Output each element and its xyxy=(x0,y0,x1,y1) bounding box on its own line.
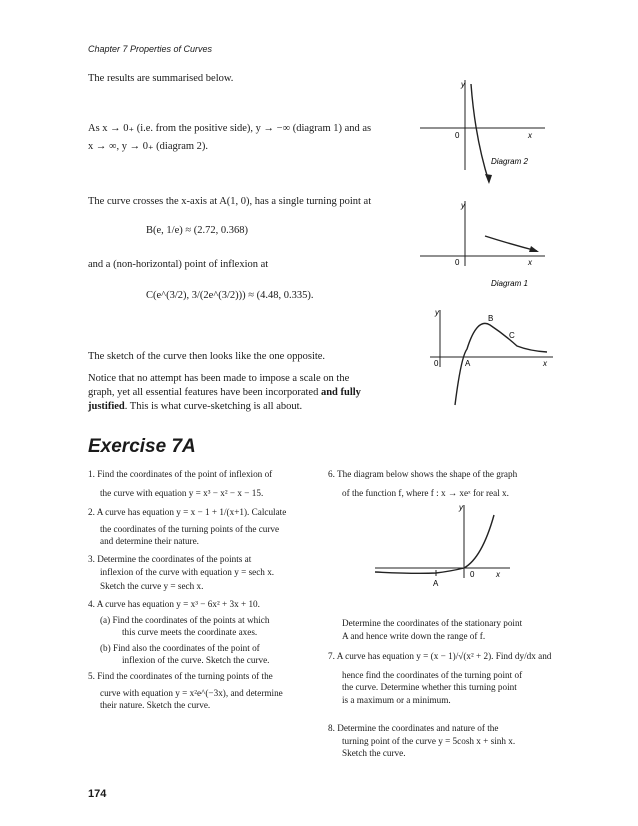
y-label: y xyxy=(459,503,463,512)
q-text: the curve with equation y = x³ − x² − x − 15. xyxy=(100,487,264,498)
asymptote-line-2: x → ∞, y → 0₊ (diagram 2). xyxy=(88,141,209,152)
q-part-b: (b) Find also the coordinates of the point of xyxy=(100,642,260,653)
question-8 xyxy=(328,722,568,760)
q-text: Determine the coordinates and nature of the xyxy=(337,723,499,733)
xex-graph xyxy=(370,500,520,590)
asymptote-line-1: As x → 0₊ (i.e. from the positive side), y → −∞ (diagram 1) and as xyxy=(88,123,372,134)
q-number: 3. xyxy=(88,554,95,564)
sketch-text: The sketch of the curve then looks like the one opposite. xyxy=(88,351,326,362)
q-text: Find the coordinates of the turning points of the xyxy=(97,671,273,681)
question-1 xyxy=(88,468,318,499)
arrow-head-icon xyxy=(529,246,539,252)
question-5 xyxy=(88,670,318,712)
q-number: 5. xyxy=(88,671,95,681)
notice-line-2 xyxy=(88,386,361,400)
q-number: 4. xyxy=(88,599,95,609)
point-c-label: C xyxy=(509,331,515,340)
question-4 xyxy=(88,598,318,667)
q-text: A and hence write down the range of f. xyxy=(342,630,486,641)
q-text: A curve has equation y = x³ − 6x² + 3x + 10. xyxy=(96,599,260,609)
q-text: Sketch the curve. xyxy=(342,748,406,758)
summary-text: The results are summarised below. xyxy=(88,73,234,84)
page-number: 174 xyxy=(88,788,107,800)
notice-bold: and fully xyxy=(320,387,361,398)
point-a-label: A xyxy=(465,359,471,368)
curve-to-minus-infinity xyxy=(471,84,489,182)
q-number: 8. xyxy=(328,723,335,733)
q-text: curve with equation y = x²e^(−3x), and determine xyxy=(100,687,283,698)
q-text: the curve. Determine whether this turning point xyxy=(342,682,517,692)
curve-tail xyxy=(485,236,537,251)
origin-label: 0 xyxy=(434,359,439,368)
diagram-caption: Diagram 1 xyxy=(491,279,528,288)
x-label: x xyxy=(543,359,547,368)
question-3 xyxy=(88,553,318,593)
arrow-head-icon xyxy=(485,174,492,184)
q-number: 2. xyxy=(88,507,95,517)
q-text: hence find the coordinates of the turning point of xyxy=(342,669,523,680)
diagram-caption: Diagram 2 xyxy=(491,157,528,166)
q-part-a: (a) Find the coordinates of the points at which xyxy=(100,614,270,625)
q-text: inflexion of the curve with equation y = sech x. xyxy=(100,566,275,577)
point-c-formula: C(e^(3/2), 3/(2e^(3/2))) ≈ (4.48, 0.335). xyxy=(146,290,314,301)
x-label: x xyxy=(528,258,532,267)
diagram-2 xyxy=(415,78,550,190)
q-number: 6. xyxy=(328,469,335,479)
inflexion-intro: and a (non-horizontal) point of inflexion at xyxy=(88,259,269,270)
x-label: x xyxy=(528,131,532,140)
q-text: of the function f, where f : x → xeˣ for real x. xyxy=(342,487,509,498)
q-text: Sketch the curve y = sech x. xyxy=(100,581,204,591)
q-text: The diagram below shows the shape of the graph xyxy=(337,469,518,479)
y-label: y xyxy=(435,308,439,317)
question-2 xyxy=(88,506,318,548)
origin-label: 0 xyxy=(470,570,475,579)
question-6-cont xyxy=(342,617,572,642)
point-b-formula: B(e, 1/e) ≈ (2.72, 0.368) xyxy=(146,225,248,236)
origin-label: 0 xyxy=(455,258,460,267)
q-text: Find the coordinates of the point of inflexion of xyxy=(97,469,273,479)
question-6 xyxy=(328,468,568,499)
q-text: their nature. Sketch the curve. xyxy=(100,700,211,710)
point-b-label: B xyxy=(488,314,494,323)
x-label: x xyxy=(496,570,500,579)
q-part-a: this curve meets the coordinate axes. xyxy=(122,627,258,637)
q-text: turning point of the curve y = 5cosh x + sinh x. xyxy=(342,735,516,746)
diagram-1 xyxy=(415,196,550,296)
q-text: Determine the coordinates of the points at xyxy=(97,554,252,564)
chapter-header: Chapter 7 Properties of Curves xyxy=(88,44,213,54)
point-a-label: A xyxy=(433,579,439,588)
q-text: Determine the coordinates of the stationary point xyxy=(342,618,523,628)
crosses-text: The curve crosses the x-axis at A(1, 0), has a single turning point at xyxy=(88,196,372,207)
y-label: y xyxy=(461,80,465,89)
notice-line-1: Notice that no attempt has been made to impose a scale on the xyxy=(88,373,350,384)
q-number: 7. xyxy=(328,651,335,661)
xex-curve xyxy=(375,515,494,573)
notice-line-3 xyxy=(88,400,302,414)
y-label: y xyxy=(461,201,465,210)
q-text: A curve has equation y = (x − 1)/√(x² + 2). Find dy/dx and xyxy=(336,651,552,661)
notice-text: graph, yet all essential features have been incorporated xyxy=(88,387,319,398)
notice-end: . This is what curve-sketching is all about. xyxy=(124,401,303,412)
q-number: 1. xyxy=(88,469,95,479)
q-text: the coordinates of the turning points of the curve xyxy=(100,523,280,534)
q-text: A curve has equation y = x − 1 + 1/(x+1). Calculate xyxy=(96,507,287,517)
q-text: is a maximum or a minimum. xyxy=(342,694,451,705)
notice-justified: justified xyxy=(88,401,125,412)
q-text: and determine their nature. xyxy=(100,536,199,546)
exercise-title: Exercise 7A xyxy=(88,436,196,457)
curve-sketch-diagram xyxy=(425,305,555,415)
q-part-b: inflexion of the curve. Sketch the curve. xyxy=(122,655,270,665)
question-7 xyxy=(328,650,568,706)
origin-label: 0 xyxy=(455,131,460,140)
